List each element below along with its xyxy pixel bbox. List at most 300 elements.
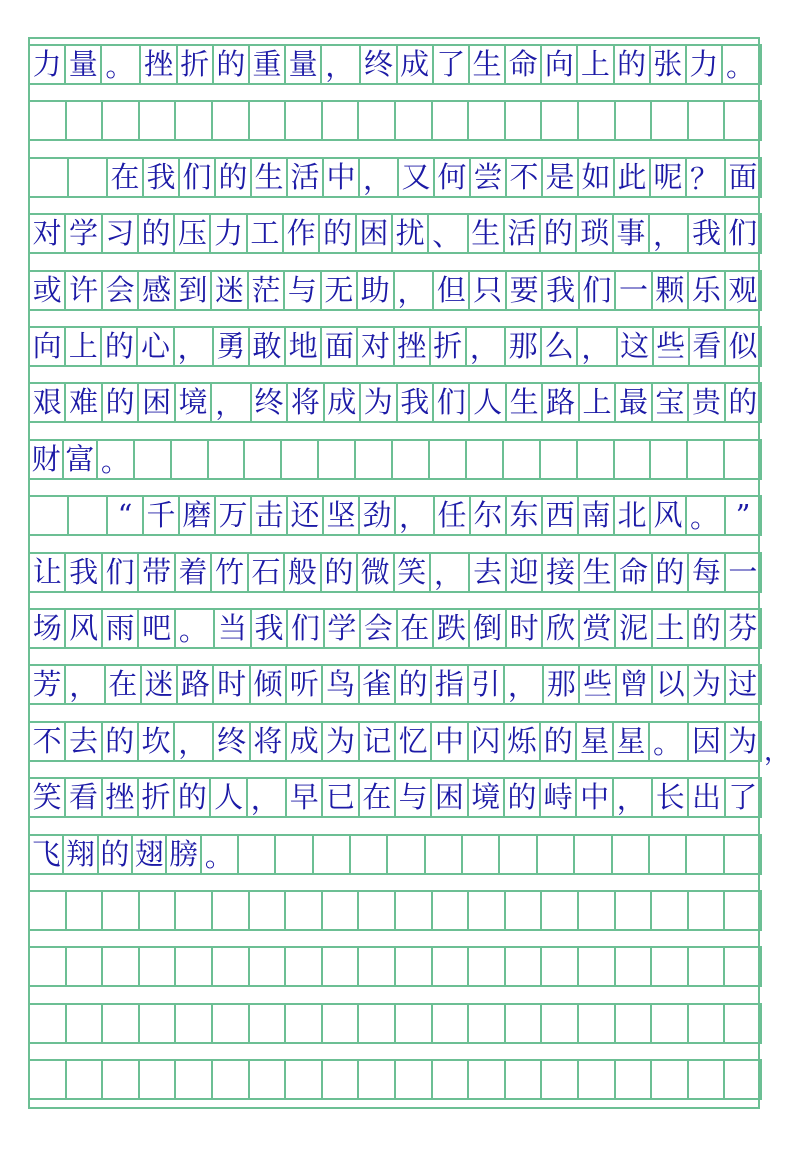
grid-cell: 膀 xyxy=(165,836,199,873)
grid-cell: “ xyxy=(106,497,142,534)
grid-cell xyxy=(28,1061,65,1098)
grid-cell: 成 xyxy=(285,723,321,760)
grid-cell xyxy=(65,102,102,139)
grid-cell xyxy=(649,441,686,478)
grid-cell: 上 xyxy=(576,46,612,83)
grid-cell xyxy=(723,948,762,985)
grid-cell: 去 xyxy=(468,554,504,591)
grid-cell: 的 xyxy=(394,666,430,703)
grid-cell xyxy=(138,1061,175,1098)
grid-row xyxy=(28,608,762,649)
grid-cell: 中 xyxy=(430,723,466,760)
grid-cell: ， xyxy=(612,779,651,816)
grid-cell: 闪 xyxy=(467,723,503,760)
grid-cell xyxy=(540,948,577,985)
grid-cell: ， xyxy=(320,46,359,83)
grid-cell xyxy=(357,892,394,929)
grid-cell: 学 xyxy=(64,215,100,252)
grid-cell xyxy=(467,1061,504,1098)
grid-cell: 为 xyxy=(321,723,357,760)
grid-cell: 我 xyxy=(541,272,577,309)
grid-cell xyxy=(211,948,248,985)
grid-cell xyxy=(65,892,102,929)
grid-cell: ， xyxy=(246,779,285,816)
grid-cell: 困 xyxy=(430,779,466,816)
grid-cell xyxy=(394,948,431,985)
grid-cell xyxy=(207,441,244,478)
grid-cell xyxy=(357,1061,394,1098)
grid-cell: 琐 xyxy=(575,215,611,252)
grid-cell: 尝 xyxy=(469,159,505,196)
grid-cell xyxy=(284,892,321,929)
grid-cell xyxy=(467,1005,504,1042)
grid-cell: 欣 xyxy=(541,610,577,647)
grid-cell: 任 xyxy=(433,497,469,534)
grid-cell: 富 xyxy=(62,441,96,478)
grid-cell xyxy=(321,948,358,985)
grid-cell xyxy=(573,836,610,873)
grid-cell: 时 xyxy=(505,610,541,647)
grid-cell xyxy=(248,1005,285,1042)
grid-cell: ” xyxy=(724,497,762,534)
grid-cell: 将 xyxy=(249,723,285,760)
grid-cell: 雀 xyxy=(358,666,394,703)
grid-cell: 是 xyxy=(541,159,577,196)
grid-cell: 烁 xyxy=(503,723,539,760)
grid-cell: 们 xyxy=(724,215,762,252)
grid-cell xyxy=(174,892,211,929)
grid-cell xyxy=(498,836,535,873)
grid-row xyxy=(28,213,762,254)
grid-cell: 星 xyxy=(612,723,648,760)
grid-row xyxy=(28,946,762,987)
grid-cell: ， xyxy=(465,328,504,365)
grid-cell xyxy=(354,441,391,478)
grid-cell: 与 xyxy=(283,272,319,309)
grid-cell xyxy=(101,1061,138,1098)
grid-cell xyxy=(577,892,614,929)
grid-cell: 的 xyxy=(613,46,649,83)
grid-cell: 当 xyxy=(213,610,249,647)
grid-cell: ， xyxy=(173,723,212,760)
grid-cell xyxy=(650,102,687,139)
grid-cell: 南 xyxy=(577,497,613,534)
grid-cell: 的 xyxy=(101,723,137,760)
grid-cell: 因 xyxy=(687,723,723,760)
grid-cell: 为 xyxy=(359,384,395,421)
grid-cell: 折 xyxy=(429,328,465,365)
grid-cell xyxy=(28,948,65,985)
grid-cell: 石 xyxy=(247,554,283,591)
grid-cell xyxy=(687,1061,724,1098)
grid-row xyxy=(28,44,762,85)
grid-cell xyxy=(101,892,138,929)
grid-cell: 的 xyxy=(137,215,173,252)
grid-cell: 境 xyxy=(174,384,210,421)
grid-cell: 挫 xyxy=(139,46,175,83)
grid-cell: 终 xyxy=(359,46,395,83)
grid-cell: 翔 xyxy=(62,836,96,873)
grid-cell: 坎 xyxy=(137,723,173,760)
grid-cell: 场 xyxy=(28,610,64,647)
grid-cell xyxy=(394,1061,431,1098)
grid-cell: 迷 xyxy=(210,272,246,309)
grid-cell: 人 xyxy=(209,779,245,816)
grid-cell: 宝 xyxy=(651,384,687,421)
grid-cell xyxy=(312,836,349,873)
grid-cell: 了 xyxy=(724,779,762,816)
grid-cell: 峙 xyxy=(539,779,575,816)
grid-cell: 过 xyxy=(724,666,762,703)
grid-cell xyxy=(67,159,106,196)
grid-cell xyxy=(650,892,687,929)
grid-cell: 们 xyxy=(432,384,468,421)
grid-cell xyxy=(284,948,321,985)
grid-cell: 我 xyxy=(250,610,286,647)
grid-cell xyxy=(284,1061,321,1098)
grid-cell xyxy=(211,1061,248,1098)
grid-cell xyxy=(686,441,723,478)
grid-cell xyxy=(614,948,651,985)
grid-cell xyxy=(431,892,468,929)
grid-cell: 一 xyxy=(614,272,650,309)
grid-cell xyxy=(28,892,65,929)
grid-cell: 们 xyxy=(286,610,322,647)
grid-cell xyxy=(317,441,354,478)
grid-cell: 心 xyxy=(136,328,172,365)
grid-cell xyxy=(284,102,321,139)
grid-cell xyxy=(357,948,394,985)
grid-cell xyxy=(211,892,248,929)
grid-cell xyxy=(101,102,138,139)
grid-cell: 鸟 xyxy=(321,666,357,703)
grid-cell: 在 xyxy=(396,610,432,647)
grid-cell: ， xyxy=(576,328,615,365)
grid-cell xyxy=(284,1005,321,1042)
grid-cell xyxy=(504,892,541,929)
grid-cell xyxy=(576,441,613,478)
grid-cell xyxy=(504,1005,541,1042)
grid-row xyxy=(28,326,762,367)
margin-punctuation: ， xyxy=(764,736,791,767)
grid-cell: 北 xyxy=(613,497,649,534)
grid-cell xyxy=(394,1005,431,1042)
grid-cell xyxy=(650,1061,687,1098)
grid-cell: 磨 xyxy=(178,497,214,534)
grid-cell: 生 xyxy=(250,159,286,196)
grid-cell: 么 xyxy=(540,328,576,365)
grid-cell: ， xyxy=(394,497,433,534)
grid-cell xyxy=(502,441,539,478)
grid-cell: 上 xyxy=(578,384,614,421)
grid-cell: ， xyxy=(358,159,397,196)
grid-cell: 们 xyxy=(101,554,137,591)
grid-cell: 着 xyxy=(174,554,210,591)
grid-cell: 的 xyxy=(724,384,762,421)
grid-cell xyxy=(174,1061,211,1098)
grid-cell: 已 xyxy=(321,779,357,816)
grid-cell: 迎 xyxy=(505,554,541,591)
grid-cell: 每 xyxy=(687,554,723,591)
grid-cell: 迷 xyxy=(140,666,176,703)
grid-cell xyxy=(28,159,67,196)
grid-cell xyxy=(424,836,461,873)
grid-cell xyxy=(467,102,504,139)
grid-cell: 。 xyxy=(174,610,213,647)
grid-cell xyxy=(648,836,685,873)
grid-cell: 力 xyxy=(209,215,245,252)
grid-cell: 面 xyxy=(724,159,762,196)
grid-cell: 芳 xyxy=(28,666,64,703)
grid-cell xyxy=(611,836,648,873)
grid-cell: 去 xyxy=(64,723,100,760)
grid-cell: 倾 xyxy=(249,666,285,703)
grid-cell xyxy=(504,948,541,985)
grid-cell: 那 xyxy=(504,328,540,365)
grid-cell: 一 xyxy=(724,554,762,591)
grid-cell xyxy=(391,441,428,478)
grid-row xyxy=(28,552,762,593)
grid-cell xyxy=(28,1005,65,1042)
grid-row xyxy=(28,382,762,423)
grid-cell: 贵 xyxy=(687,384,723,421)
grid-cell: 重 xyxy=(248,46,284,83)
grid-cell: 面 xyxy=(320,328,356,365)
grid-cell: 的 xyxy=(97,836,131,873)
grid-cell xyxy=(138,948,175,985)
grid-cell: 我 xyxy=(687,215,723,252)
grid-cell xyxy=(540,102,577,139)
grid-cell xyxy=(577,102,614,139)
grid-cell xyxy=(613,441,650,478)
grid-cell xyxy=(248,948,285,985)
grid-cell xyxy=(274,836,311,873)
grid-cell: 命 xyxy=(504,46,540,83)
grid-cell: 或 xyxy=(28,272,64,309)
grid-cell: 艰 xyxy=(28,384,64,421)
grid-cell: ， xyxy=(393,272,432,309)
grid-cell: 带 xyxy=(137,554,173,591)
grid-cell xyxy=(237,836,274,873)
grid-cell: 乐 xyxy=(687,272,723,309)
grid-cell: 生 xyxy=(505,384,541,421)
grid-row xyxy=(28,1059,762,1100)
grid-cell: 倒 xyxy=(468,610,504,647)
grid-cell: 我 xyxy=(142,159,178,196)
grid-cell xyxy=(65,1061,102,1098)
grid-cell: 星 xyxy=(575,723,611,760)
grid-cell xyxy=(394,102,431,139)
grid-cell xyxy=(248,892,285,929)
grid-row xyxy=(28,100,762,141)
grid-cell: 尔 xyxy=(469,497,505,534)
grid-cell: 张 xyxy=(649,46,685,83)
grid-cell: 此 xyxy=(613,159,649,196)
grid-cell: 的 xyxy=(214,159,250,196)
grid-cell: 以 xyxy=(651,666,687,703)
grid-cell xyxy=(211,1005,248,1042)
grid-cell: 长 xyxy=(651,779,687,816)
grid-cell xyxy=(174,102,211,139)
grid-cell: 风 xyxy=(649,497,685,534)
grid-cell: 的 xyxy=(539,215,575,252)
grid-cell xyxy=(28,497,67,534)
grid-cell: 量 xyxy=(64,46,100,83)
grid-cell: 作 xyxy=(282,215,318,252)
grid-cell: 的 xyxy=(100,328,136,365)
grid-cell: 扰 xyxy=(391,215,427,252)
grid-cell: 。 xyxy=(100,46,139,83)
grid-cell xyxy=(465,441,502,478)
grid-cell xyxy=(138,102,175,139)
grid-cell: ， xyxy=(64,666,103,703)
grid-cell: 千 xyxy=(142,497,178,534)
grid-cell: 中 xyxy=(575,779,611,816)
grid-cell: 还 xyxy=(286,497,322,534)
grid-cell: 坚 xyxy=(322,497,358,534)
grid-cell: ？ xyxy=(685,159,724,196)
grid-cell: 助 xyxy=(356,272,392,309)
grid-cell: 生 xyxy=(468,46,504,83)
grid-cell: 路 xyxy=(541,384,577,421)
grid-cell: 飞 xyxy=(28,836,62,873)
grid-cell xyxy=(467,948,504,985)
grid-row xyxy=(28,1003,762,1044)
grid-cell: 中 xyxy=(322,159,358,196)
grid-cell: 般 xyxy=(283,554,319,591)
grid-cell: 的 xyxy=(212,46,248,83)
grid-cell: 事 xyxy=(612,215,648,252)
grid-cell: 无 xyxy=(320,272,356,309)
grid-cell: 忆 xyxy=(394,723,430,760)
grid-cell xyxy=(170,441,207,478)
grid-cell xyxy=(614,1005,651,1042)
grid-cell: 为 xyxy=(687,666,723,703)
grid-cell: 的 xyxy=(173,779,209,816)
grid-cell xyxy=(321,102,358,139)
grid-cell: 终 xyxy=(250,384,286,421)
grid-cell xyxy=(687,948,724,985)
grid-cell: 力 xyxy=(685,46,721,83)
grid-cell: ， xyxy=(210,384,249,421)
grid-cell xyxy=(133,441,170,478)
grid-cell: 到 xyxy=(174,272,210,309)
grid-cell: 雨 xyxy=(101,610,137,647)
grid-cell: 何 xyxy=(433,159,469,196)
grid-cell: 将 xyxy=(286,384,322,421)
grid-cell: 翅 xyxy=(131,836,165,873)
grid-cell xyxy=(536,836,573,873)
grid-cell: 在 xyxy=(106,159,142,196)
grid-cell: 最 xyxy=(614,384,650,421)
grid-cell xyxy=(723,892,762,929)
grid-cell xyxy=(723,441,762,478)
grid-cell xyxy=(65,1005,102,1042)
grid-cell: 指 xyxy=(430,666,466,703)
grid-cell: 让 xyxy=(28,554,64,591)
grid-cell: 风 xyxy=(64,610,100,647)
grid-cell: 们 xyxy=(178,159,214,196)
grid-cell xyxy=(431,102,468,139)
grid-cell xyxy=(431,1005,468,1042)
grid-cell: 生 xyxy=(578,554,614,591)
grid-cell xyxy=(174,1005,211,1042)
grid-cell: 那 xyxy=(542,666,578,703)
grid-cell xyxy=(357,102,394,139)
grid-cell: 在 xyxy=(358,779,394,816)
grid-cell: 对 xyxy=(356,328,392,365)
grid-cell: 。 xyxy=(721,46,762,83)
grid-cell: 些 xyxy=(578,666,614,703)
grid-cell: 只 xyxy=(468,272,504,309)
grid-cell xyxy=(428,441,465,478)
grid-cell: 对 xyxy=(28,215,64,252)
grid-cell xyxy=(243,441,280,478)
grid-cell xyxy=(321,892,358,929)
grid-cell xyxy=(461,836,498,873)
grid-cell: 命 xyxy=(614,554,650,591)
grid-cell: 境 xyxy=(467,779,503,816)
grid-cell: 成 xyxy=(396,46,432,83)
grid-cell xyxy=(614,1061,651,1098)
grid-cell: 的 xyxy=(503,779,539,816)
grid-cell xyxy=(540,1061,577,1098)
grid-row xyxy=(28,721,762,762)
grid-cell: ， xyxy=(503,666,542,703)
grid-cell xyxy=(685,836,722,873)
grid-cell: 出 xyxy=(687,779,723,816)
grid-cell xyxy=(349,836,386,873)
grid-cell: 不 xyxy=(28,723,64,760)
grid-cell: 学 xyxy=(323,610,359,647)
grid-cell xyxy=(723,102,762,139)
grid-cell: 向 xyxy=(28,328,64,365)
grid-cell xyxy=(211,102,248,139)
grid-cell: 折 xyxy=(137,779,173,816)
grid-cell xyxy=(577,1005,614,1042)
grid-cell: 跌 xyxy=(432,610,468,647)
grid-cell xyxy=(467,892,504,929)
grid-cell: 挫 xyxy=(393,328,429,365)
grid-cell xyxy=(540,1005,577,1042)
grid-cell xyxy=(540,892,577,929)
grid-cell: 敢 xyxy=(248,328,284,365)
grid-cell xyxy=(321,1005,358,1042)
grid-row xyxy=(28,777,762,818)
grid-cell: 会 xyxy=(101,272,137,309)
grid-cell: 我 xyxy=(64,554,100,591)
grid-cell xyxy=(723,1061,762,1098)
grid-cell xyxy=(248,1061,285,1098)
grid-cell: 许 xyxy=(64,272,100,309)
grid-cell: 困 xyxy=(137,384,173,421)
grid-cell: 泥 xyxy=(614,610,650,647)
grid-cell: 不 xyxy=(505,159,541,196)
grid-cell xyxy=(394,892,431,929)
grid-cell: 上 xyxy=(64,328,100,365)
grid-cell: 早 xyxy=(285,779,321,816)
grid-cell: 感 xyxy=(137,272,173,309)
grid-cell xyxy=(357,1005,394,1042)
grid-cell xyxy=(539,441,576,478)
grid-cell xyxy=(386,836,423,873)
grid-cell: 与 xyxy=(394,779,430,816)
grid-cell: 听 xyxy=(285,666,321,703)
grid-cell: 看 xyxy=(688,328,724,365)
grid-cell: 的 xyxy=(687,610,723,647)
grid-cell: 。 xyxy=(96,441,133,478)
grid-cell: 观 xyxy=(724,272,762,309)
